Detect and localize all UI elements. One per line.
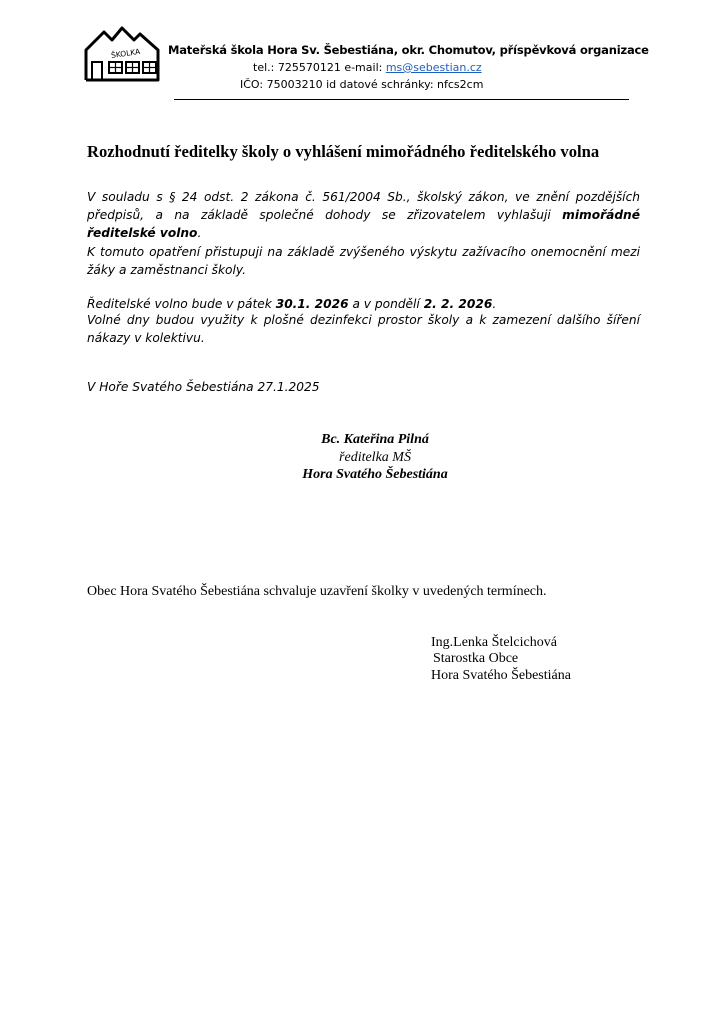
school-house-icon [82, 22, 162, 84]
svg-text:ŠKOLKA: ŠKOLKA [110, 47, 141, 61]
document-title: Rozhodnutí ředitelky školy o vyhlášení mimořádného ředitelského volna [87, 142, 600, 161]
paragraph-dates: Ředitelské volno bude v pátek 30.1. 2026 a v pondělí 2. 2. 2026. [87, 297, 497, 311]
contact-line: tel.: 725570121 e-mail: ms@sebestian.cz [253, 61, 482, 74]
paragraph-reason: K tomuto opatření přistupuji na základě zvýšeného výskytu zažívacího onemocnění mezi žáky a zaměstnanci školy. [87, 245, 640, 277]
approval-statement: Obec Hora Svatého Šebestiána schvaluje uzavření školky v uvedených termínech. [87, 584, 547, 599]
place-date: V Hoře Svatého Šebestiána 27.1.2025 [87, 380, 320, 394]
mayor-org: Hora Svatého Šebestiána [431, 668, 571, 683]
email-link[interactable]: ms@sebestian.cz [385, 61, 482, 74]
mayor-role: Starostka Obce [433, 651, 519, 666]
director-name: Bc. Kateřina Pilná [321, 432, 429, 447]
director-role: ředitelka MŠ [339, 450, 411, 465]
mayor-name: Ing.Lenka Štelcichová [431, 635, 557, 650]
school-name: Mateřská škola Hora Sv. Šebestiána, okr. Chomutov, příspěvková organizace [168, 43, 649, 57]
paragraph-legal-basis: V souladu s § 24 odst. 2 zákona č. 561/2004 Sb., školský zákon, ve znění pozdějších předpisů, a na základě společné dohody se zřizovatelem vyhlašuji mimořádné ředitelské volno. [87, 190, 640, 240]
director-org: Hora Svatého Šebestiána [302, 467, 448, 482]
ico-line: IČO: 75003210 id datové schránky: nfcs2cm [240, 78, 484, 91]
header-divider [174, 99, 629, 100]
paragraph-disinfection: Volné dny budou využity k plošné dezinfekci prostor školy a k zamezení dalšího šíření nákazy v kolektivu. [87, 313, 640, 345]
